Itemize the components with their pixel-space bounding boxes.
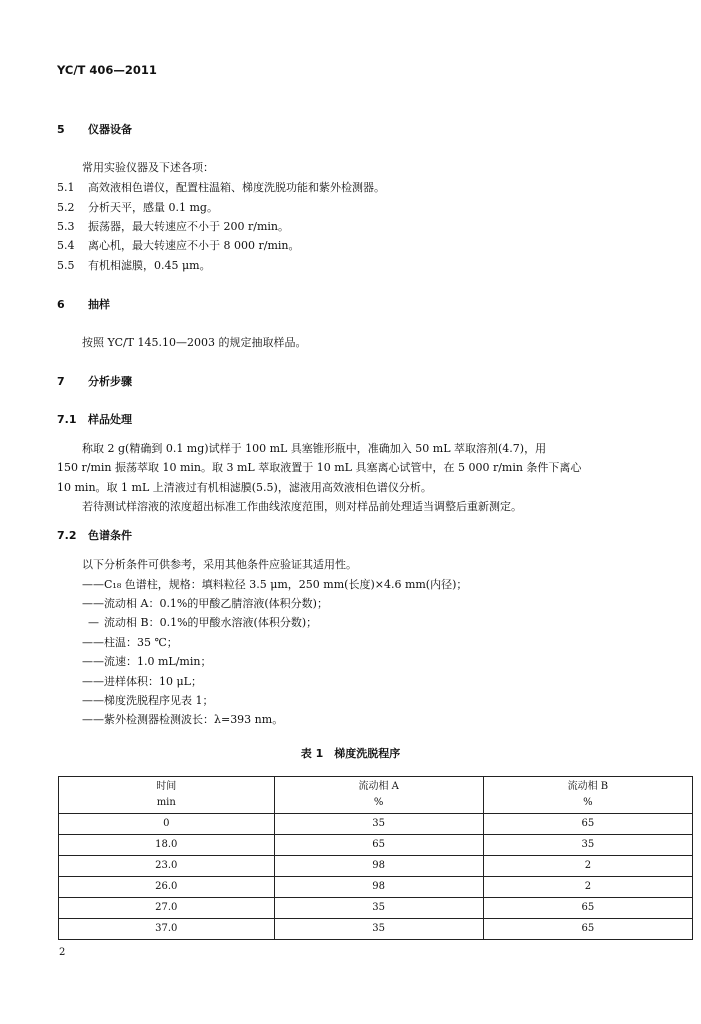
table-caption: 表 1 梯度洗脱程序 [300, 747, 401, 760]
item-text: 高效液相色谱仪，配置柱温箱、梯度洗脱功能和紫外检测器。 [88, 181, 385, 194]
subsection-7-1-heading [57, 413, 132, 426]
dash-marker: —— [82, 655, 104, 668]
item-number: 5.2 [57, 201, 75, 214]
list-item [57, 259, 211, 272]
table-cell: 27.0 [59, 898, 275, 919]
list-item [82, 636, 178, 649]
table-cell: 35 [483, 835, 692, 856]
section-5-number: 5 [57, 123, 65, 136]
table-cell: 98 [274, 877, 483, 898]
paragraph-line: 10 min。取 1 mL 上清液过有机相滤膜(5.5)，滤液用高效液相色谱仪分析。 [57, 481, 432, 494]
table-cell: 0 [59, 814, 275, 835]
item-text: 流动相 A：0.1%的甲酸乙腈溶液(体积分数)； [104, 597, 328, 610]
list-item [57, 201, 218, 214]
table-cell: 37.0 [59, 919, 275, 940]
column-header-mobile-phase-b [483, 777, 692, 814]
list-item [82, 597, 328, 610]
table-cell: 35 [274, 898, 483, 919]
standard-number: YC/T 406—2011 [57, 63, 157, 77]
paragraph-line: 150 r/min 振荡萃取 10 min。取 3 mL 萃取液置于 10 mL 具塞离心试管中，在 5 000 r/min 条件下离心 [57, 461, 582, 474]
table-cell: 26.0 [59, 877, 275, 898]
item-number: 5.4 [57, 239, 75, 252]
item-text: 流速：1.0 mL/min； [104, 655, 212, 668]
item-number: 5.5 [57, 259, 75, 272]
section-7-heading [57, 375, 132, 388]
subsection-title: 样品处理 [88, 413, 132, 426]
subsection-number: 7.2 [57, 529, 77, 542]
section-6-heading [57, 298, 110, 311]
paragraph-line: 若待测试样溶液的浓度超出标准工作曲线浓度范围，则对样品前处理适当调整后重新测定。 [82, 500, 522, 513]
section-7-title: 分析步骤 [88, 375, 132, 388]
dash-marker: —— [82, 675, 104, 688]
page-number: 2 [59, 947, 66, 958]
list-item [82, 713, 283, 726]
item-text: 有机相滤膜，0.45 μm。 [88, 259, 211, 272]
list-item [82, 675, 202, 688]
list-item [57, 220, 289, 233]
table-cell: 98 [274, 856, 483, 877]
table-cell: 2 [483, 877, 692, 898]
table-cell: 18.0 [59, 835, 275, 856]
table-row [59, 877, 693, 898]
table-cell: 23.0 [59, 856, 275, 877]
dash-marker: —— [82, 636, 104, 649]
item-text: C₁₈ 色谱柱，规格：填料粒径 3.5 μm，250 mm(长度)×4.6 mm(内径)； [104, 578, 468, 591]
table-cell: 2 [483, 856, 692, 877]
table-cell: 35 [274, 814, 483, 835]
item-text: 紫外检测器检测波长：λ=393 nm。 [104, 713, 284, 726]
paragraph-line: 称取 2 g(精确到 0.1 mg)试样于 100 mL 具塞锥形瓶中，准确加入 50 mL 萃取溶剂(4.7)，用 [82, 442, 547, 455]
item-text: 进样体积：10 μL； [104, 675, 202, 688]
section-6-number: 6 [57, 298, 65, 311]
section-6-text: 按照 YC/T 145.10—2003 的规定抽取样品。 [82, 336, 307, 349]
column-header-time [59, 777, 275, 814]
conditions-intro: 以下分析条件可供参考，采用其他条件应验证其适用性。 [82, 558, 357, 571]
table-row [59, 919, 693, 940]
gradient-table [58, 776, 693, 940]
item-text: 流动相 B：0.1%的甲酸水溶液(体积分数)； [104, 616, 318, 629]
header-name: 流动相 A [358, 781, 399, 792]
table-cell: 65 [483, 919, 692, 940]
item-text: 分析天平，感量 0.1 mg。 [88, 201, 218, 214]
item-number: 5.3 [57, 220, 75, 233]
dash-marker: — [88, 616, 99, 629]
list-item [82, 655, 211, 668]
table-header-row [59, 777, 693, 814]
table-cell: 65 [483, 898, 692, 919]
section-5-title: 仪器设备 [88, 123, 132, 136]
list-item [57, 181, 385, 194]
table-row [59, 898, 693, 919]
table-cell: 35 [274, 919, 483, 940]
header-unit: min [156, 797, 176, 808]
header-unit: % [373, 797, 384, 808]
item-text: 梯度洗脱程序见表 1； [104, 694, 214, 707]
list-item [88, 616, 317, 629]
section-7-number: 7 [57, 375, 65, 388]
subsection-7-2-heading [57, 529, 132, 542]
dash-marker: —— [82, 597, 104, 610]
table-row [59, 856, 693, 877]
table-cell: 65 [483, 814, 692, 835]
subsection-number: 7.1 [57, 413, 77, 426]
subsection-title: 色谱条件 [88, 529, 132, 542]
header-name: 流动相 B [567, 781, 609, 792]
section-6-title: 抽样 [88, 298, 110, 311]
header-unit: % [583, 797, 593, 808]
table-cell: 65 [274, 835, 483, 856]
dash-marker: —— [82, 578, 104, 591]
list-item [57, 239, 299, 252]
list-item [82, 578, 467, 591]
section-5-heading [57, 123, 132, 136]
item-text: 振荡器，最大转速应不小于 200 r/min。 [88, 220, 289, 233]
item-text: 柱温：35 ℃； [104, 636, 178, 649]
dash-marker: —— [82, 713, 104, 726]
item-number: 5.1 [57, 181, 75, 194]
header-name: 时间 [156, 781, 177, 792]
column-header-mobile-phase-a [274, 777, 483, 814]
table-row [59, 814, 693, 835]
list-item [82, 694, 214, 707]
item-text: 离心机，最大转速应不小于 8 000 r/min。 [88, 239, 300, 252]
section-5-intro: 常用实验仪器及下述各项： [82, 161, 214, 174]
table-row [59, 835, 693, 856]
dash-marker: —— [82, 694, 104, 707]
